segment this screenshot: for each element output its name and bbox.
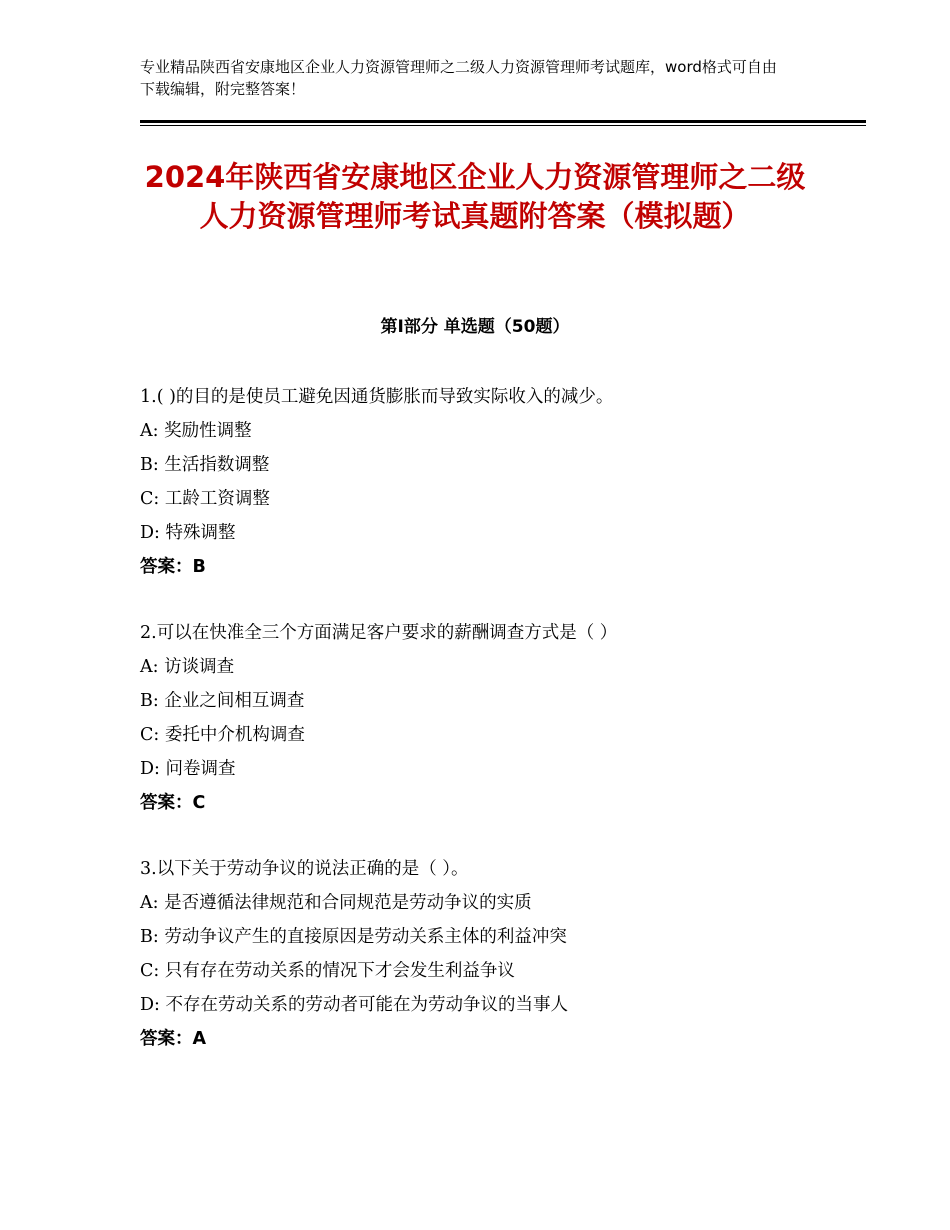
question-1 [140, 380, 866, 584]
option-b: B: 企业之间相互调查 [140, 691, 305, 711]
question-stem: 1.( )的目的是使员工避免因通货膨胀而导致实际收入的减少。 [140, 387, 614, 407]
header-divider-thin [140, 125, 866, 126]
option-d: D: 特殊调整 [140, 523, 236, 543]
question-2 [140, 616, 866, 820]
question-stem: 3.以下关于劳动争议的说法正确的是（ ）。 [140, 859, 469, 879]
header-divider-thick [140, 120, 866, 123]
question-3 [140, 852, 866, 1056]
option-c: C: 工龄工资调整 [140, 489, 270, 509]
answer: 答案：C [140, 793, 206, 813]
option-a: A: 访谈调查 [140, 657, 235, 677]
section-title: 第Ⅰ部分 单选题（50题） [380, 317, 570, 337]
option-c: C: 只有存在劳动关系的情况下才会发生利益争议 [140, 961, 515, 981]
question-list [140, 380, 866, 1088]
document-title: 2024年陕西省安康地区企业人力资源管理师之二级人力资源管理师考试真题附答案（模拟题） [144, 160, 806, 233]
header-note: 专业精品陕西省安康地区企业人力资源管理师之二级人力资源管理师考试题库，word格式可自由下载编辑，附完整答案！ [140, 58, 777, 98]
option-d: D: 不存在劳动关系的劳动者可能在为劳动争议的当事人 [140, 995, 568, 1015]
header-divider [140, 120, 866, 127]
option-b: B: 生活指数调整 [140, 455, 270, 475]
option-b: B: 劳动争议产生的直接原因是劳动关系主体的利益冲突 [140, 927, 567, 947]
answer: 答案：B [140, 557, 206, 577]
option-c: C: 委托中介机构调查 [140, 725, 305, 745]
question-stem: 2.可以在快准全三个方面满足客户要求的薪酬调查方式是（ ） [140, 623, 618, 643]
answer: 答案：A [140, 1029, 207, 1049]
option-a: A: 是否遵循法律规范和合同规范是劳动争议的实质 [140, 893, 532, 913]
option-d: D: 问卷调查 [140, 759, 236, 779]
option-a: A: 奖励性调整 [140, 421, 252, 441]
